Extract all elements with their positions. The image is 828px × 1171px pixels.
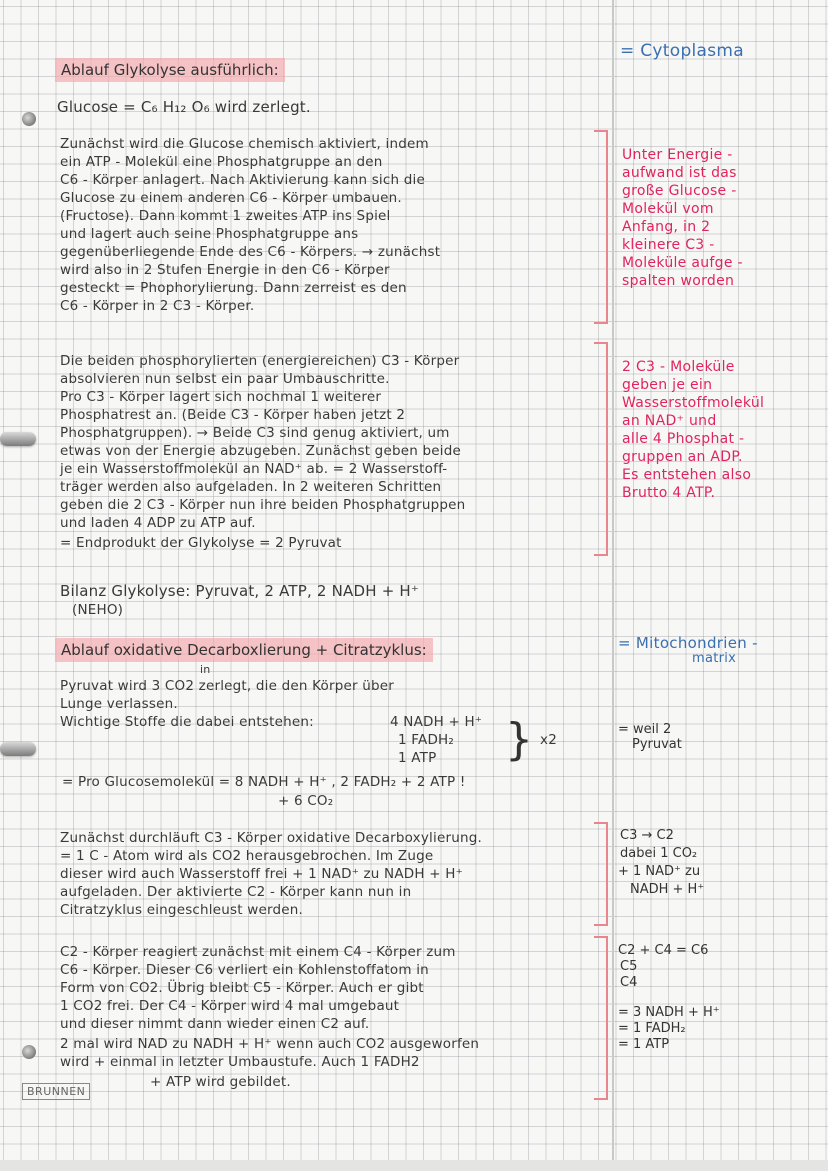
note-cytoplasma: = Cytoplasma: [620, 41, 745, 61]
note-sum: = 1 FADH₂: [618, 1021, 686, 1036]
note-line: aufwand ist das: [622, 165, 737, 181]
text-line: Pro C3 - Körper lagert sich nochmal 1 weiterer: [60, 389, 382, 405]
text-line: Zunächst wird die Glucose chemisch aktiviert, indem: [60, 136, 429, 152]
text-line: Wichtige Stoffe die dabei entstehen:: [60, 714, 314, 730]
note-line: 2 C3 - Moleküle: [622, 359, 735, 375]
text-line: C6 - Körper anlagert. Nach Aktivierung kann sich die: [60, 172, 425, 188]
margin-bracket: [594, 342, 608, 556]
note-line: kleinere C3 -: [622, 237, 715, 253]
note-line: Moleküle aufge -: [622, 255, 743, 271]
text-line: C6 - Körper. Dieser C6 verliert ein Kohlenstoffatom in: [60, 962, 429, 978]
text-line: aufgeladen. Der aktivierte C2 - Körper kann nun in: [60, 884, 412, 900]
text-line: absolvieren nun selbst ein paar Umbauschritte.: [60, 371, 390, 387]
text-line: Form von CO2. Übrig bleibt C5 - Körper. Auch er gibt: [60, 980, 424, 996]
insert-word: in: [200, 663, 211, 676]
note-line: Unter Energie -: [622, 147, 733, 163]
note-mitochondrien: = Mitochondrien -: [618, 634, 758, 652]
note-line: Es entstehen also: [622, 467, 752, 483]
note-line: geben je ein: [622, 377, 713, 393]
text-line: Pyruvat wird 3 CO2 zerlegt, die den Körper über: [60, 678, 395, 694]
brunnen-logo: BRUNNEN: [22, 1083, 90, 1100]
text-line: gesteckt = Phophorylierung. Dann zerreist es den: [60, 280, 407, 296]
note-mitochondrien: matrix: [692, 651, 737, 666]
note-c3-c2: C3 → C2: [620, 828, 674, 843]
pro-glucose-line: + 6 CO₂: [278, 793, 334, 809]
bilanz-line: Bilanz Glykolyse: Pyruvat, 2 ATP, 2 NADH + H⁺: [60, 582, 420, 600]
text-line: geben die 2 C3 - Körper nun ihre beiden Phosphatgruppen: [60, 497, 466, 513]
stoff-item: 4 NADH + H⁺: [390, 714, 483, 730]
note-line: gruppen an ADP.: [622, 449, 743, 465]
punch-hole-icon: [22, 112, 36, 126]
note-line: Wasserstoffmolekül: [622, 395, 765, 411]
binder-ring-icon: [0, 432, 36, 446]
text-line: Zunächst durchläuft C3 - Körper oxidative Decarboxylierung.: [60, 830, 482, 846]
stoff-item: 1 FADH₂: [398, 732, 454, 748]
text-line: Glucose zu einem anderen C6 - Körper umbauen.: [60, 190, 402, 206]
note-c3-c2: dabei 1 CO₂: [620, 846, 698, 861]
text-line: C2 - Körper reagiert zunächst mit einem C4 - Körper zum: [60, 944, 456, 960]
text-line: je ein Wasserstoffmolekül an NAD⁺ ab. = 2 Wasserstoff-: [60, 461, 448, 477]
note-line: spalten worden: [622, 273, 735, 289]
factor: x2: [540, 732, 557, 748]
text-line: (Fructose). Dann kommt 1 zweites ATP ins Spiel: [60, 208, 391, 224]
text-line: ein ATP - Molekül eine Phosphatgruppe an den: [60, 154, 383, 170]
note-sum: = 1 ATP: [618, 1037, 670, 1052]
text-line: gegenüberliegende Ende des C6 - Körpers. → zunächst: [60, 244, 441, 260]
note-sum: = 3 NADH + H⁺: [618, 1005, 720, 1020]
text-line: wird also in 2 Stufen Energie in den C6 - Körper: [60, 262, 390, 278]
note-line: Brutto 4 ATP.: [622, 485, 716, 501]
note-c3-c2: NADH + H⁺: [630, 882, 705, 897]
curly-brace-icon: }: [505, 714, 533, 765]
text-line: Phosphatrest an. (Beide C3 - Körper haben jetzt 2: [60, 407, 406, 423]
glucose-line: Glucose = C₆ H₁₂ O₆ wird zerlegt.: [57, 98, 311, 116]
margin-line: [612, 0, 614, 1160]
note-c2-c4: C4: [620, 975, 638, 990]
text-line: = Endprodukt der Glykolyse = 2 Pyruvat: [60, 535, 342, 551]
margin-bracket: [594, 936, 608, 1100]
note-line: Anfang, in 2: [622, 219, 711, 235]
bilanz-line: (NEHO): [72, 602, 124, 618]
note-c3-c2: + 1 NAD⁺ zu: [618, 864, 701, 879]
page-edge: [0, 1160, 828, 1171]
margin-bracket: [594, 822, 608, 926]
heading-glykolyse: Ablauf Glykolyse ausführlich:: [55, 58, 285, 82]
text-line: 1 CO2 frei. Der C4 - Körper wird 4 mal umgebaut: [60, 998, 400, 1014]
note-line: alle 4 Phosphat -: [622, 431, 745, 447]
text-line: Lunge verlassen.: [60, 696, 178, 712]
note-line: an NAD⁺ und: [622, 413, 717, 429]
text-line: + ATP wird gebildet.: [150, 1074, 291, 1090]
text-line: und laden 4 ADP zu ATP auf.: [60, 515, 256, 531]
pro-glucose-line: = Pro Glucosemolekül = 8 NADH + H⁺ , 2 FADH₂ + 2 ATP !: [62, 774, 466, 790]
text-line: träger werden also aufgeladen. In 2 weiteren Schritten: [60, 479, 442, 495]
text-line: C6 - Körper in 2 C3 - Körper.: [60, 298, 255, 314]
text-line: 2 mal wird NAD zu NADH + H⁺ wenn auch CO2 ausgeworfen: [60, 1036, 480, 1052]
note-line: Molekül vom: [622, 201, 714, 217]
stoff-item: 1 ATP: [398, 750, 437, 766]
punch-hole-icon: [22, 1045, 36, 1059]
text-line: = 1 C - Atom wird als CO2 herausgebrochen. Im Zuge: [60, 848, 434, 864]
margin-bracket: [594, 130, 608, 324]
binder-ring-icon: [0, 742, 36, 756]
heading-citratzyklus: Ablauf oxidative Decarboxlierung + Citratzyklus:: [55, 638, 433, 662]
text-line: Citratzyklus eingeschleust werden.: [60, 902, 304, 918]
text-line: etwas von der Energie abzugeben. Zunächst geben beide: [60, 443, 461, 459]
text-line: Die beiden phosphorylierten (energiereichen) C3 - Körper: [60, 353, 460, 369]
note-line: große Glucose -: [622, 183, 737, 199]
text-line: und dieser nimmt dann wieder einen C2 auf.: [60, 1016, 370, 1032]
note-c2-c4: C2 + C4 = C6: [618, 943, 709, 958]
note-weil: = weil 2: [618, 722, 672, 737]
text-line: und lagert auch seine Phosphatgruppe ans: [60, 226, 359, 242]
text-line: wird + einmal in letzter Umbaustufe. Auch 1 FADH2: [60, 1054, 420, 1070]
note-weil: Pyruvat: [632, 737, 682, 752]
note-c2-c4: C5: [620, 959, 638, 974]
text-line: Phosphatgruppen). → Beide C3 sind genug aktiviert, um: [60, 425, 450, 441]
text-line: dieser wird auch Wasserstoff frei + 1 NAD⁺ zu NADH + H⁺: [60, 866, 463, 882]
